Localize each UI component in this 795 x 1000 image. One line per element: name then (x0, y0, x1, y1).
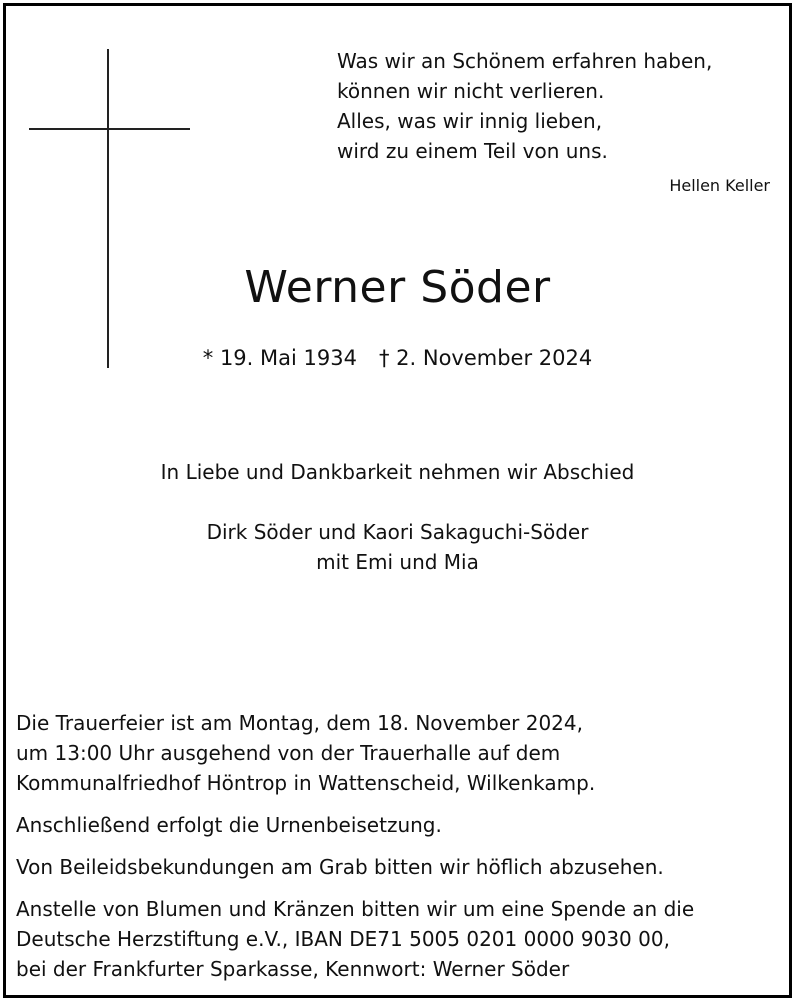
life-dates (0, 346, 795, 370)
ceremony-line: Kommunalfriedhof Höntrop in Wattenscheid, Wilkenkamp. (16, 771, 596, 795)
donation-line: bei der Frankfurter Sparkasse, Kennwort: Werner Söder (16, 957, 570, 981)
ceremony-line: Die Trauerfeier ist am Montag, dem 18. November 2024, (16, 711, 583, 735)
burial-text: Anschließend erfolgt die Urnenbeisetzung. (16, 813, 442, 837)
cross-horizontal-bar (29, 128, 190, 130)
family-line: mit Emi und Mia (316, 550, 479, 574)
family-signature (0, 517, 795, 577)
quote-line: Alles, was wir innig lieben, (337, 109, 603, 133)
donation-line: Deutsche Herzstiftung e.V., IBAN DE71 5005 0201 0000 9030 00, (16, 927, 670, 951)
quote-block (337, 46, 712, 166)
quote-line: Was wir an Schönem erfahren haben, (337, 49, 713, 73)
family-line: Dirk Söder und Kaori Sakaguchi-Söder (206, 520, 589, 544)
condolences-text: Von Beileidsbekundungen am Grab bitten wir höflich abzusehen. (16, 855, 664, 879)
cross-vertical-bar (107, 49, 109, 368)
donation-line: Anstelle von Blumen und Kränzen bitten wir um eine Spende an die (16, 897, 695, 921)
ceremony-line: um 13:00 Uhr ausgehend von der Trauerhalle auf dem (16, 741, 561, 765)
death-date: † 2. November 2024 (378, 346, 593, 370)
farewell-text: In Liebe und Dankbarkeit nehmen wir Abschied (160, 460, 635, 484)
funeral-information (16, 696, 694, 996)
deceased-name: Werner Söder (244, 262, 551, 313)
quote-line: wird zu einem Teil von uns. (337, 139, 608, 163)
quote-author: Hellen Keller (669, 176, 770, 195)
birth-date: * 19. Mai 1934 (202, 346, 357, 370)
quote-line: können wir nicht verlieren. (337, 79, 605, 103)
